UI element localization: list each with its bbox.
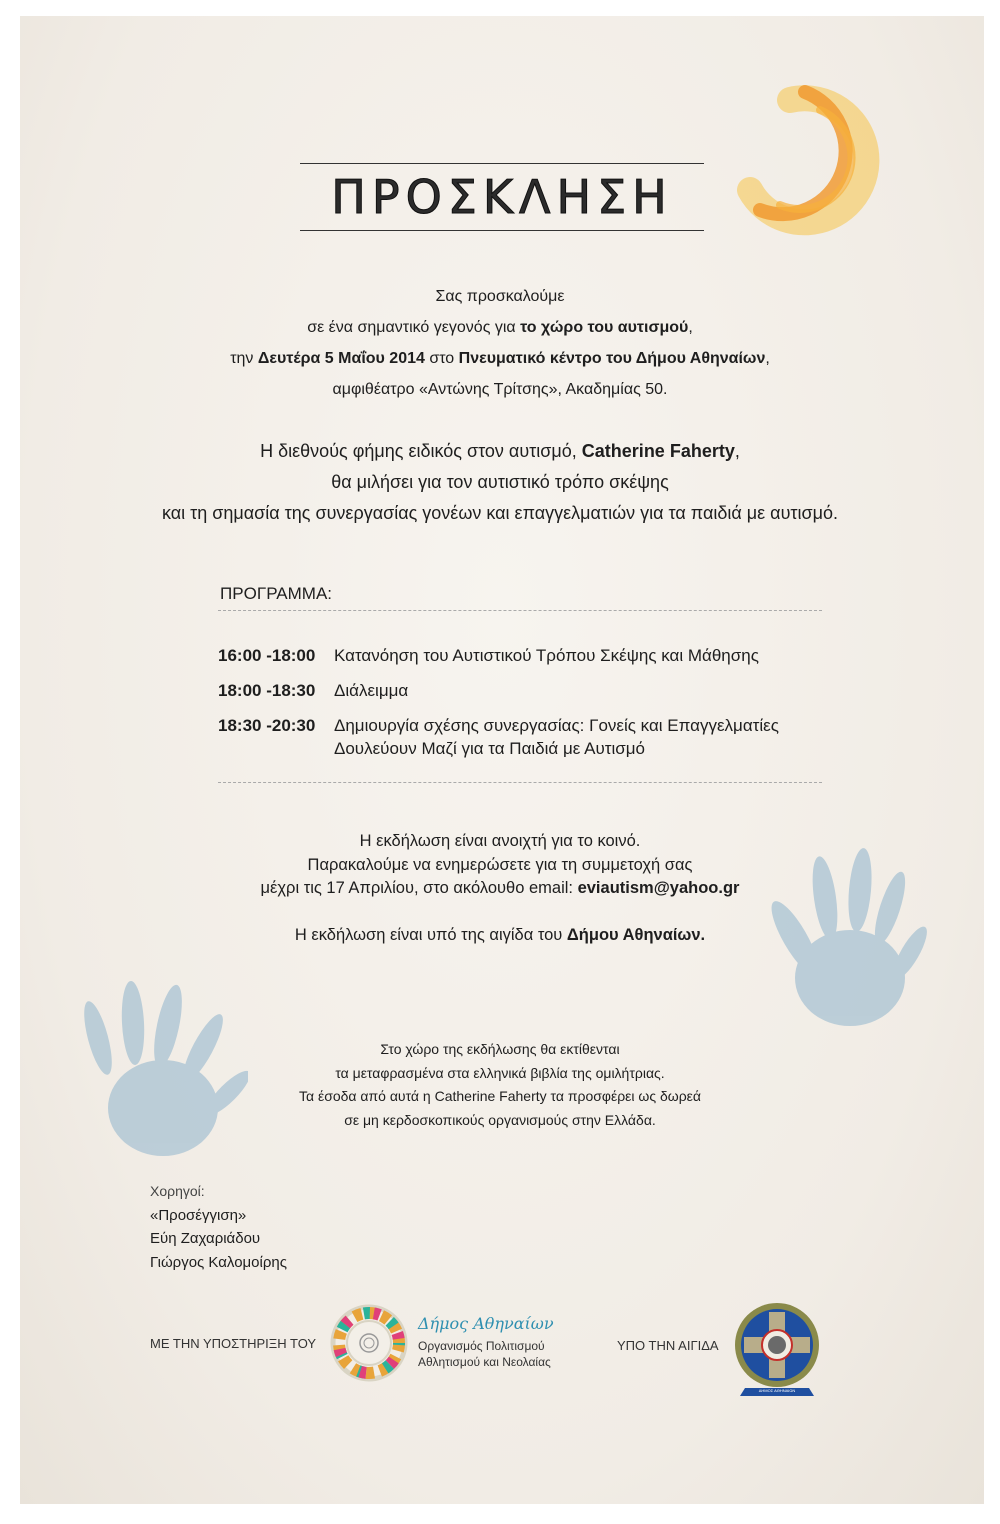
aegis-label: ΥΠΟ ΤΗΝ ΑΙΓΙΔΑ: [617, 1338, 719, 1353]
speaker-block: [0, 436, 1000, 529]
sponsor-name: «Προσέγγιση»: [150, 1206, 247, 1224]
info-line: Παρακαλούμε να ενημερώσετε για τη συμμετοχή σας: [307, 855, 693, 874]
athens-seal: ΔΗΜΟΣ ΑΘΗΝΑΙΩΝ: [730, 1300, 824, 1404]
sponsors-label: Χορηγοί:: [150, 1183, 205, 1199]
programme-row: [218, 714, 779, 760]
org-script-name: Δήμος Αθηναίων: [418, 1314, 554, 1333]
intro-line: σε ένα σημαντικό γεγονός για το χώρο του αυτισμού,: [307, 319, 693, 336]
programme-time: 16:00 -18:00: [218, 646, 316, 665]
org-logo-icon: [328, 1302, 410, 1384]
intro-line: Σας προσκαλούμε: [435, 288, 565, 305]
exhibit-block: [0, 1038, 1000, 1132]
handprint-right-icon: [770, 848, 930, 1038]
programme-desc: Διάλειμμα: [334, 681, 409, 700]
speaker-line: θα μιλήσει για τον αυτιστικό τρόπο σκέψης: [331, 472, 669, 492]
exhibit-line: σε μη κερδοσκοπικούς οργανισμούς στην Ελλάδα.: [344, 1111, 656, 1128]
intro-line: την Δευτέρα 5 Μαΐου 2014 στο Πνευματικό κέντρο του Δήμου Αθηναίων,: [230, 350, 770, 367]
email-link[interactable]: eviautism@yahoo.gr: [577, 879, 740, 897]
programme-heading: ΠΡΟΓΡΑΜΜΑ:: [220, 584, 333, 603]
sponsor-name: Εύη Ζαχαριάδου: [150, 1230, 261, 1247]
info-line: Η εκδήλωση είναι ανοιχτή για το κοινό.: [359, 832, 641, 850]
programme-row: [218, 679, 408, 702]
programme-desc: Κατανόηση του Αυτιστικού Τρόπου Σκέψης και Μάθησης: [334, 646, 759, 665]
title-frame: [300, 163, 704, 231]
programme-desc: Δημιουργία σχέσης συνεργασίας: Γονείς και Επαγγελματίες Δουλεύουν Μαζί για τα Παιδιά με Αυτισμό: [334, 716, 779, 758]
exhibit-line: Στο χώρο της εκδήλωσης θα εκτίθενται: [380, 1041, 620, 1057]
support-label: ΜΕ ΤΗΝ ΥΠΟΣΤΗΡΙΞΗ ΤΟΥ: [150, 1336, 317, 1351]
org-name: Οργανισμός Πολιτισμού Αθλητισμού και Νεολαίας: [418, 1339, 551, 1369]
programme-time: 18:30 -20:30: [218, 716, 316, 735]
intro-block: [0, 281, 1000, 405]
sponsor-name: Γιώργος Καλομοίρης: [150, 1253, 287, 1271]
page-title: ΠΡΟΣΚΛΗΣΗ: [331, 170, 673, 224]
info-line: μέχρι τις 17 Απριλίου, στο ακόλουθο email: eviautism@yahoo.gr: [260, 879, 740, 897]
exhibit-line: τα μεταφρασμένα στα ελληνικά βιβλία της ομιλήτριας.: [335, 1064, 665, 1081]
divider: [218, 610, 822, 611]
speaker-line: Η διεθνούς φήμης ειδικός στον αυτισμό, Catherine Faherty,: [260, 441, 740, 461]
info-line: Η εκδήλωση είναι υπό της αιγίδα του Δήμου Αθηναίων.: [294, 925, 706, 944]
programme-time: 18:00 -18:30: [218, 681, 316, 700]
sun-swirl-icon: [730, 70, 900, 245]
divider: [218, 782, 822, 783]
intro-line: αμφιθέατρο «Αντώνης Τρίτσης», Ακαδημίας 50.: [332, 381, 668, 398]
programme-row: [218, 644, 759, 667]
sponsors-block: [150, 1180, 287, 1274]
exhibit-line: Τα έσοδα από αυτά η Catherine Faherty τα προσφέρει ως δωρεά: [298, 1088, 702, 1104]
speaker-line: και τη σημασία της συνεργασίας γονέων και επαγγελματιών για τα παιδιά με αυτισμό.: [161, 503, 839, 523]
